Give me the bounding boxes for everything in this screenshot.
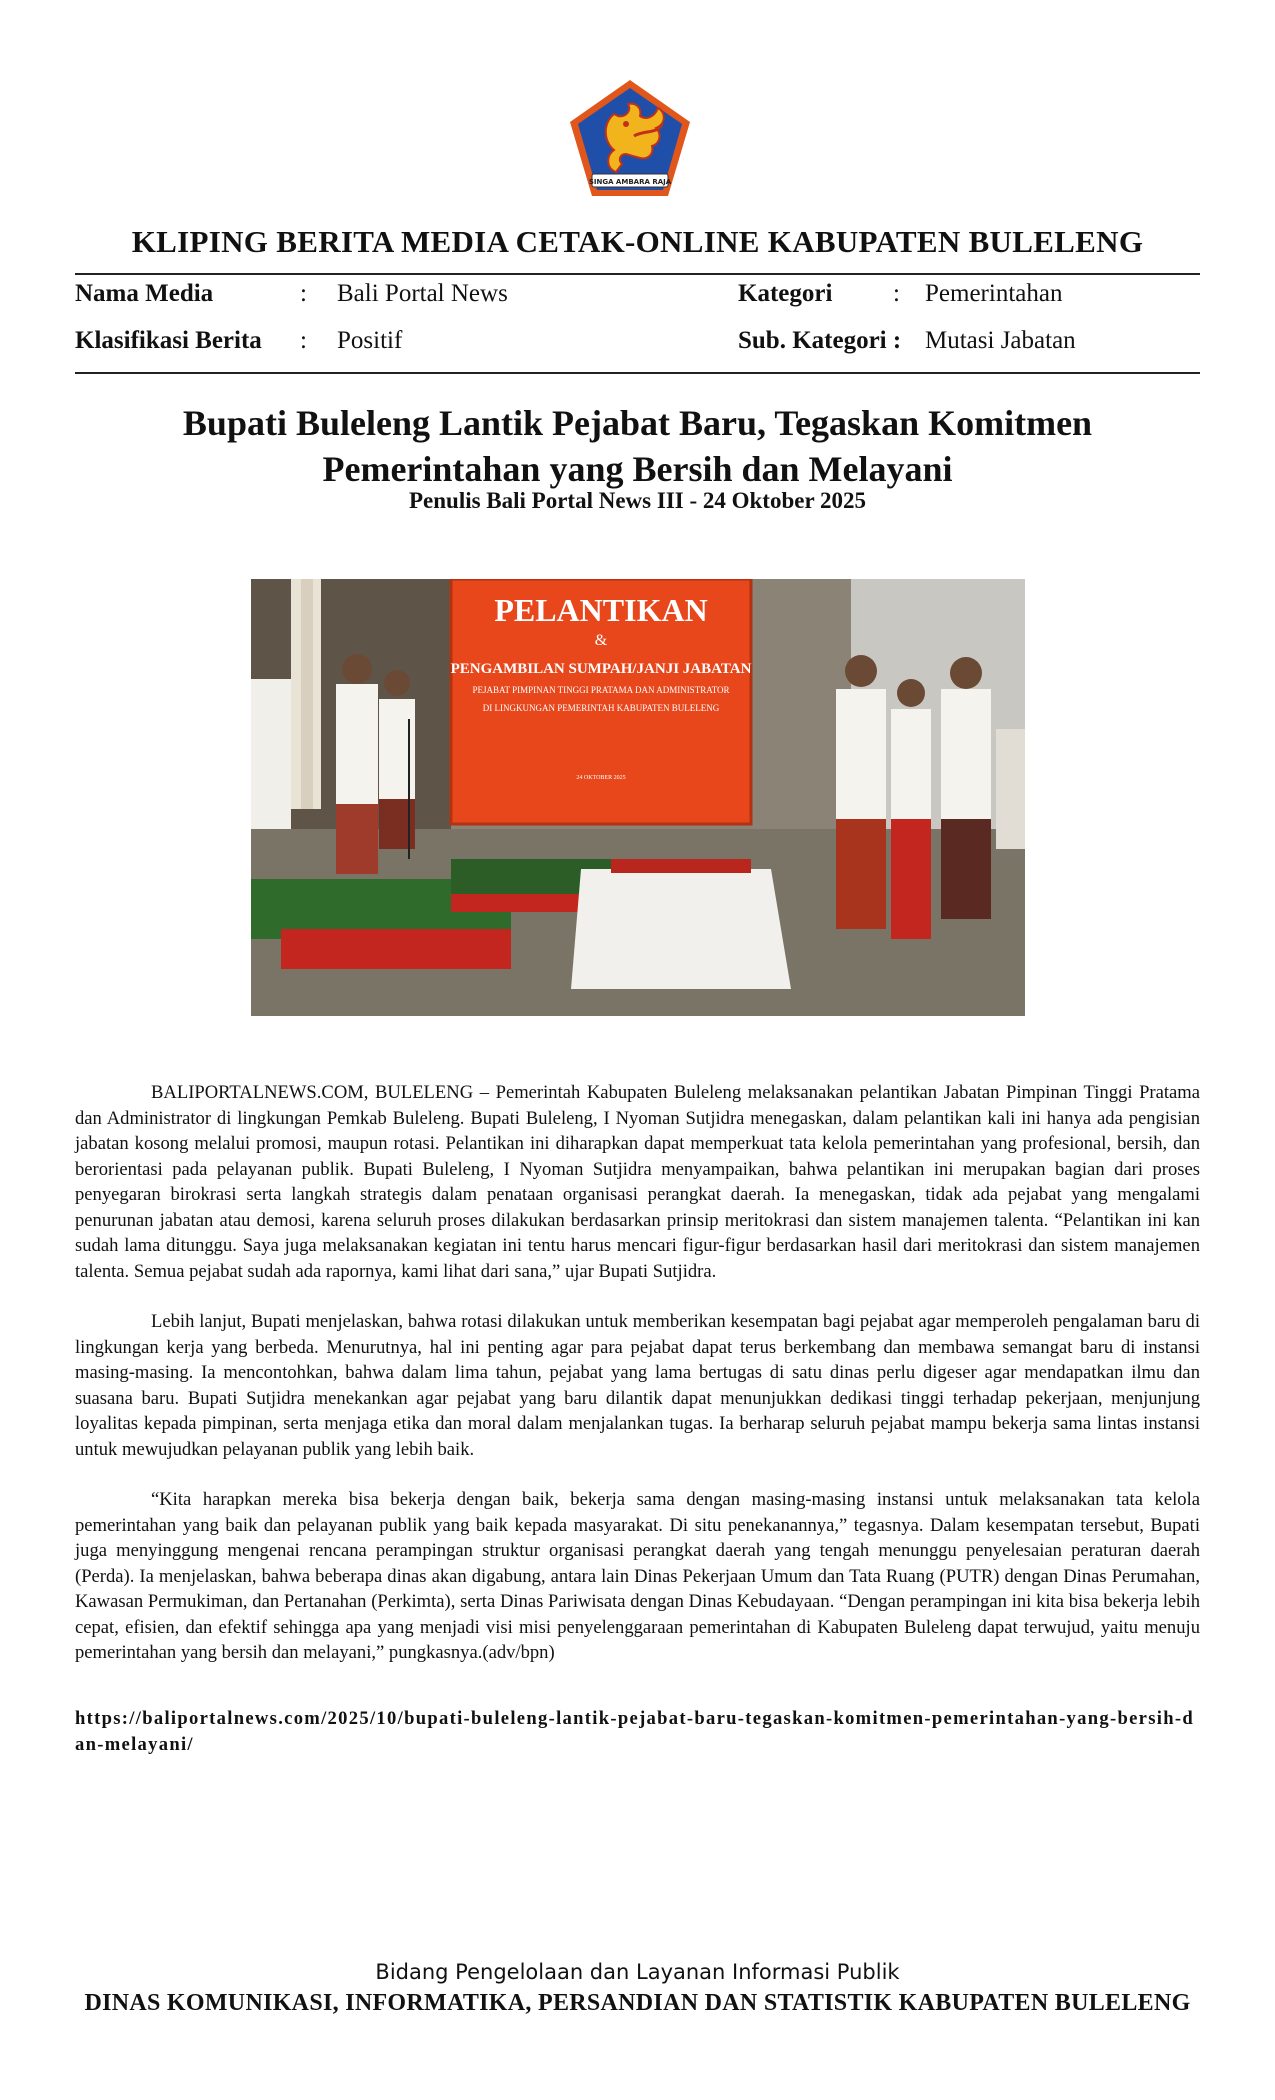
- header-bottom-rule: [75, 372, 1200, 374]
- article-body: [75, 1080, 1200, 1691]
- photo-screen-line2: PEJABAT PIMPINAN TINGGI PRATAMA DAN ADMINISTRATOR: [472, 685, 730, 695]
- footer-division: Bidang Pengelolaan dan Layanan Informasi Publik: [375, 1960, 900, 1984]
- meta-row-media: [75, 280, 1200, 320]
- footer-agency: DINAS KOMUNIKASI, INFORMATIKA, PERSANDIAN DAN STATISTIK KABUPATEN BULELENG: [84, 1990, 1191, 2016]
- sub-kategori-value: Mutasi Jabatan: [925, 327, 1076, 354]
- photo-screen-line3: DI LINGKUNGAN PEMERINTAH KABUPATEN BULELENG: [482, 703, 720, 713]
- nama-media-label: Nama Media: [75, 280, 214, 307]
- logo-motto: SINGA AMBARA RAJA: [588, 178, 672, 186]
- photo-screen-date: 24 OKTOBER 2025: [576, 775, 626, 781]
- klasifikasi-colon: :: [300, 327, 307, 354]
- meta-row-klasifikasi: [75, 327, 1200, 367]
- article-byline: Penulis Bali Portal News III - 24 Oktober 2025: [408, 488, 867, 513]
- klasifikasi-value: Positif: [337, 327, 403, 354]
- article-title-line1: Bupati Buleleng Lantik Pejabat Baru, Tegaskan Komitmen: [182, 403, 1093, 443]
- photo-screen-title: PELANTIKAN: [494, 592, 708, 628]
- nama-media-value: Bali Portal News: [337, 280, 508, 307]
- kategori-label: Kategori: [738, 280, 833, 307]
- kliping-header-title: KLIPING BERITA MEDIA CETAK-ONLINE KABUPATEN BULELENG: [131, 224, 1144, 259]
- kategori-value: Pemerintahan: [925, 280, 1063, 307]
- article-paragraph-3: “Kita harapkan mereka bisa bekerja dengan baik, bekerja sama dengan masing-masing instansi untuk melaksanakan tata kelola pemerintahan yang baik dan pelayanan publik yang baik kepada masyarakat. Di situ penekanannya,” tegasnya. Dalam kesempatan tersebut, Bupati juga menyinggung mengenai rencana perampingan struktur organisasi perangkat daerah yang tengah menunggu penyelesaian peraturan daerah (Perda). Ia menjelaskan, bahwa beberapa dinas akan digabung, antara lain Dinas Pekerjaan Umum dan Tata Ruang (PUTR) dengan Dinas Perumahan, Kawasan Permukiman, dan Pertanahan (Perkimta), serta Dinas Pariwisata dengan Dinas Kebudayaan. “Dengan perampingan ini kita bisa bekerja lebih cepat, efisien, dan efektif sehingga apa yang menjadi visi misi penyelenggaraan pemerintahan di Kabupaten Buleleng dapat terwujud, yaitu menuju pemerintahan yang bersih dan melayani,” pungkasnya.(adv/bpn): [75, 1489, 1200, 1663]
- article-title-line2: Pemerintahan yang Bersih dan Melayani: [322, 449, 953, 489]
- kategori-colon: :: [893, 280, 900, 307]
- photo-screen-line1: PENGAMBILAN SUMPAH/JANJI JABATAN: [450, 661, 752, 677]
- article-source-url[interactable]: https://baliportalnews.com/2025/10/bupati-buleleng-lantik-pejabat-baru-tegaskan-komitmen-pemerintahan-yang-bersih-dan-melayani/: [75, 1708, 1195, 1755]
- article-title: [75, 400, 1200, 492]
- article-paragraph-2: Lebih lanjut, Bupati menjelaskan, bahwa rotasi dilakukan untuk memberikan kesempatan bagi pejabat agar memperoleh pengalaman baru di lingkungan kerja yang berbeda. Menurutnya, hal ini penting agar para pejabat dapat terus berkembang dan membawa semangat baru di instansi masing-masing. Ia mencontohkan, bahwa dalam lima tahun, pejabat yang lama bertugas di satu dinas perlu digeser agar mendapatkan ilmu dan suasana baru. Bupati Sutjidra menekankan agar pejabat yang baru dilantik dapat menunjukkan dedikasi tinggi terhadap pekerjaan, menjunjung loyalitas kepada pimpinan, serta menjaga etika dan moral dalam menjalankan tugas. Ia berharap seluruh pejabat mampu bekerja sama lintas instansi untuk mewujudkan pelayanan publik yang lebih baik.: [75, 1311, 1200, 1460]
- klasifikasi-label: Klasifikasi Berita: [75, 327, 262, 354]
- header-top-rule: [75, 273, 1200, 275]
- sub-kategori-label: Sub. Kategori :: [738, 327, 902, 354]
- article-photo: [251, 579, 1025, 1016]
- article-paragraph-1: BALIPORTALNEWS.COM, BULELENG – Pemerintah Kabupaten Buleleng melaksanakan pelantikan Jabatan Pimpinan Tinggi Pratama dan Administrator di lingkungan Pemkab Buleleng. Bupati Buleleng, I Nyoman Sutjidra menegaskan, dalam pelantikan kali ini hanya ada pengisian jabatan kosong melalui promosi, maupun rotasi. Pelantikan ini diharapkan dapat memperkuat tata kelola pemerintahan yang profesional, bersih, dan berorientasi pada pelayanan publik. Bupati Buleleng, I Nyoman Sutjidra menyampaikan, bahwa pelantikan ini merupakan bagian dari proses penyegaran birokrasi serta langkah strategis dalam penataan organisasi perangkat daerah. Ia menegaskan, tidak ada pejabat yang mengalami penurunan jabatan atau demosi, karena seluruh proses dilakukan berdasarkan prinsip meritokrasi dan sistem manajemen talenta. “Pelantikan ini kan sudah lama ditunggu. Saya juga melaksanakan kegiatan ini tentu harus mencari figur-figur berdasarkan hasil dari meritokrasi dan sistem manajemen talenta. Semua pejabat sudah ada rapornya, kami lihat dari sana,” ujar Bupati Sutjidra.: [75, 1082, 1200, 1282]
- nama-media-colon: :: [300, 280, 307, 307]
- photo-screen-amp: &: [594, 632, 608, 649]
- buleleng-emblem-logo: [562, 74, 698, 204]
